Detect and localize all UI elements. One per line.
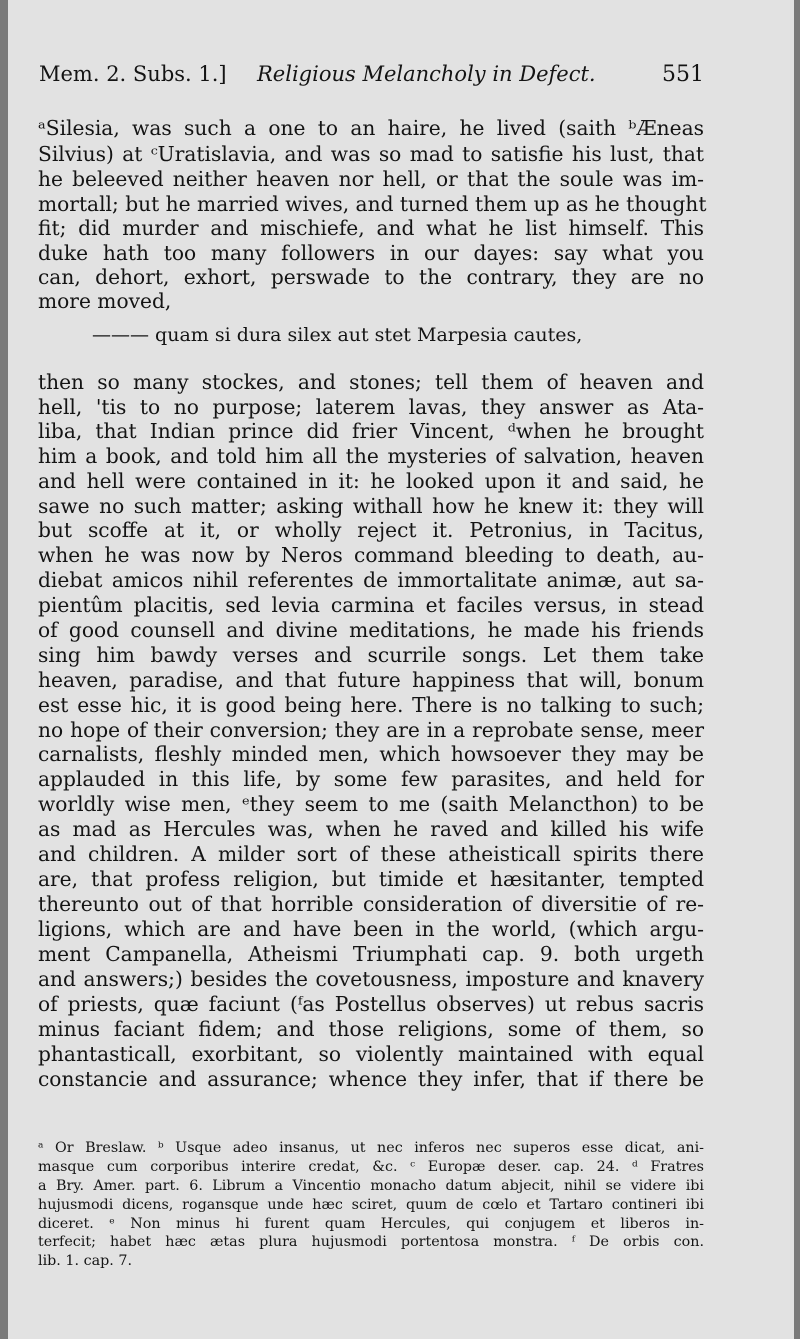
text-line: he beleeved neither heaven nor hell, or that the soule was im- xyxy=(38,167,704,191)
footnote-line: masque cum corporibus interire credat, &c. ᶜ Europæ deser. cap. 24. ᵈ Fratres xyxy=(38,1159,704,1175)
running-title: Religious Melancholy in Defect. xyxy=(257,62,596,86)
text-line: are, that profess religion, but timide et hæsitanter, tempted xyxy=(38,867,704,891)
text-line: of good counsell and divine meditations, he made his friends xyxy=(38,618,704,642)
text-line: constancie and assurance; whence they infer, that if there be xyxy=(38,1067,704,1091)
text-line: when he was now by Neros command bleeding to death, au- xyxy=(38,543,704,567)
footnote-line: ᵃ Or Breslaw. ᵇ Usque adeo insanus, ut nec inferos nec superos esse dicat, ani- xyxy=(38,1140,704,1156)
verse-quotation: ——— quam si dura silex aut stet Marpesia cautes, xyxy=(92,324,583,346)
text-line: worldly wise men, ᵉthey seem to me (saith Melancthon) to be xyxy=(38,792,704,816)
text-line: can, dehort, exhort, perswade to the contrary, they are no xyxy=(38,265,704,289)
text-line: liba, that Indian prince did frier Vincent, ᵈwhen he brought xyxy=(38,419,704,443)
text-line: as mad as Hercules was, when he raved and killed his wife xyxy=(38,817,704,841)
footnote-line: terfecit; habet hæc ætas plura hujusmodi portentosa monstra. ᶠ De orbis con. xyxy=(38,1234,704,1250)
footnote-line: lib. 1. cap. 7. xyxy=(38,1253,132,1269)
text-line: duke hath too many followers in our dayes: say what you xyxy=(38,241,704,265)
text-line: minus faciant fidem; and those religions, some of them, so xyxy=(38,1017,704,1041)
text-line: then so many stockes, and stones; tell them of heaven and xyxy=(38,370,704,394)
text-line: diebat amicos nihil referentes de immortalitate animæ, aut sa- xyxy=(38,568,704,592)
book-page xyxy=(8,0,794,1339)
text-line: sing him bawdy verses and scurrile songs. Let them take xyxy=(38,643,704,667)
text-line: sawe no such matter; asking withall how he knew it: they will xyxy=(38,494,704,518)
text-line: thereunto out of that horrible consideration of diversitie of re- xyxy=(38,892,704,916)
footnote-line: hujusmodi dicens, rogansque unde hæc sciret, quum de cœlo et Tartaro contineri ibi xyxy=(38,1197,704,1213)
text-line: but scoffe at it, or wholly reject it. Petronius, in Tacitus, xyxy=(38,518,704,542)
text-line: and hell were contained in it: he looked upon it and said, he xyxy=(38,469,704,493)
text-line: of priests, quæ faciunt (ᶠas Postellus observes) ut rebus sacris xyxy=(38,992,704,1016)
text-line: and answers;) besides the covetousness, imposture and knavery xyxy=(38,967,704,991)
text-line: and children. A milder sort of these atheisticall spirits there xyxy=(38,842,704,866)
text-line: ᵃSilesia, was such a one to an haire, he lived (saith ᵇÆneas xyxy=(38,116,704,140)
text-line: heaven, paradise, and that future happiness that will, bonum xyxy=(38,668,704,692)
section-reference: Mem. 2. Subs. 1.] xyxy=(39,62,227,86)
page-number: 551 xyxy=(662,62,704,87)
text-line: no hope of their conversion; they are in a reprobate sense, meer xyxy=(38,718,704,742)
text-line: mortall; but he married wives, and turned them up as he thought xyxy=(38,192,707,216)
footnote-line: diceret. ᵉ Non minus hi furent quam Hercules, qui conjugem et liberos in- xyxy=(38,1216,704,1232)
text-line: ligions, which are and have been in the world, (which argu- xyxy=(38,917,704,941)
text-line: applauded in this life, by some few parasites, and held for xyxy=(38,767,704,791)
text-line: more moved, xyxy=(38,289,172,313)
running-header xyxy=(39,62,704,98)
text-line: pientûm placitis, sed levia carmina et faciles versus, in stead xyxy=(38,593,704,617)
text-line: est esse hic, it is good being here. There is no talking to such; xyxy=(38,693,704,717)
text-line: him a book, and told him all the mysteries of salvation, heaven xyxy=(38,444,704,468)
text-line: hell, 'tis to no purpose; laterem lavas, they answer as Ata- xyxy=(38,395,704,419)
text-line: ment Campanella, Atheismi Triumphati cap. 9. both urgeth xyxy=(38,942,704,966)
text-line: fit; did murder and mischiefe, and what he list himself. This xyxy=(38,216,704,240)
footnote-line: a Bry. Amer. part. 6. Librum a Vincentio monacho datum abjecit, nihil se videre ibi xyxy=(38,1178,704,1194)
text-line: phantasticall, exorbitant, so violently maintained with equal xyxy=(38,1042,704,1066)
text-line: carnalists, fleshly minded men, which howsoever they may be xyxy=(38,742,704,766)
text-line: Silvius) at ᶜUratislavia, and was so mad to satisfie his lust, that xyxy=(38,142,704,166)
